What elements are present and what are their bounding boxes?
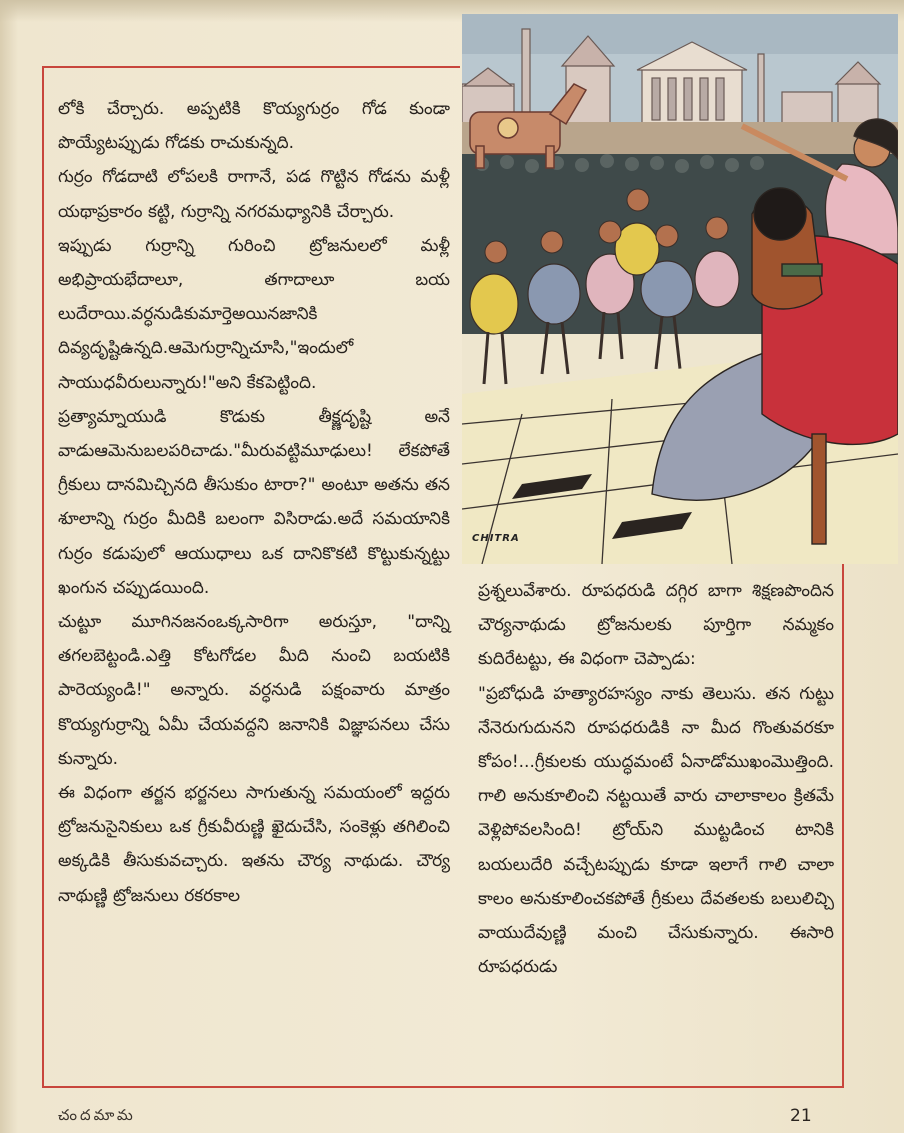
paragraph: ఈ విధంగా తర్జన భర్జనలు సాగుతున్న సమయంలో ఇద్దరు ట్రోజనుసైనికులు ఒక గ్రీకువీరుణ్ణి ఖైదుచేసి, సంకెళ్లు తగిలించి అక్కడికి తీసుకువచ్చారు. ఇతను చౌర్య నాథుడు. చౌర్య నాథుణ్ణి ట్రోజనులు రకరకాల [58, 783, 450, 906]
illustration-svg [462, 14, 898, 564]
trojan-horse-illustration [462, 14, 898, 564]
paragraph: ప్రశ్నలువేశారు. రూపధరుడి దగ్గిర బాగా శిక్షణపొందిన చౌర్యనాథుడు ట్రోజనులకు పూర్తిగా నమ్మకం కుదిరేటట్టు, ఈ విధంగా చెప్పాడు: [478, 581, 834, 670]
magazine-title: చందమామ [58, 1106, 136, 1124]
paragraph: గుర్రం గోడదాటి లోపలకి రాగానే, పడ గొట్టిన గోడను మళ్లీ యథాప్రకారం కట్టి, గుర్రాన్ని నగరమధ్యానికి చేర్చారు. [58, 167, 450, 222]
left-text-column [58, 92, 450, 913]
illustrator-signature: CHITRA [472, 533, 520, 544]
paragraph: చుట్టూ మూగినజనంఒక్కసారిగా అరుస్తూ, "దాన్ని తగలబెట్టండి.ఎత్తి కోటగోడల మీది నుంచి బయటికి పారెయ్యండి!" అన్నారు. వర్ధనుడి పక్షంవారు మాత్రం కొయ్యగుర్రాన్ని ఏమీ చేయవద్దని జనానికి విజ్ఞాపనలు చేసు కున్నారు. [58, 612, 450, 769]
right-text-column [478, 574, 834, 984]
page-number: 21 [790, 1106, 812, 1126]
paragraph: ఇప్పుడు గుర్రాన్ని గురించి ట్రోజనులలో మళ్లీ అభిప్రాయభేదాలూ, తగాదాలూ బయ లుదేరాయి.వర్ధనుడికుమార్తెఅయినజానికి దివ్యదృష్టిఉన్నది.ఆమెగుర్రాన్నిచూసి,"ఇందులో సాయుధవీరులున్నారు!"అని కేకపెట్టింది. [58, 235, 450, 393]
paragraph: లోకి చేర్చారు. అప్పటికి కొయ్యగుర్రం గోడ కుండా పొయ్యేటప్పుడు గోడకు రాచుకున్నది. [58, 99, 450, 154]
red-border-top [42, 66, 460, 68]
paragraph: "ప్రబోధుడి హత్యారహస్యం నాకు తెలుసు. తన గుట్టు నేనెరుగుదునని రూపధరుడికి నా మీద గొంతువరకూ కోపం!...గ్రీకులకు యుద్ధమంటే ఏనాడోముఖంమొత్తింది. గాలి అనుకూలించి నట్టయితే వారు చాలాకాలం క్రితమే వెళ్లిపోవలసింది! ట్రోయ్‌ని ముట్టడించ టానికి బయలుదేరి వచ్చేటప్పుడు కూడా ఇలాగే గాలి చాలా కాలం అనుకూలించకపోతే గ్రీకులు దేవతలకు బలులిచ్చి వాయుదేవుణ్ణి మంచి చేసుకున్నారు. ఈసారి రూపధరుడు [478, 683, 834, 978]
paragraph: ప్రత్యామ్నాయుడి కొడుకు తీక్ష్ణదృష్టి అనే వాడుఆమెనుబలపరిచాడు."మీరువట్టిమూఢులు! లేకపోతే గ్రీకులు దానమిచ్చినది తీసుకుం టారా?" అంటూ అతను తన శూలాన్ని గుర్రం మీదికి బలంగా విసిరాడు.అదే సమయానికి గుర్రం కడుపులో ఆయుధాలు ఒక దానికొకటి కొట్టుకున్నట్టు ఖంగున చప్పుడయింది. [58, 406, 450, 598]
